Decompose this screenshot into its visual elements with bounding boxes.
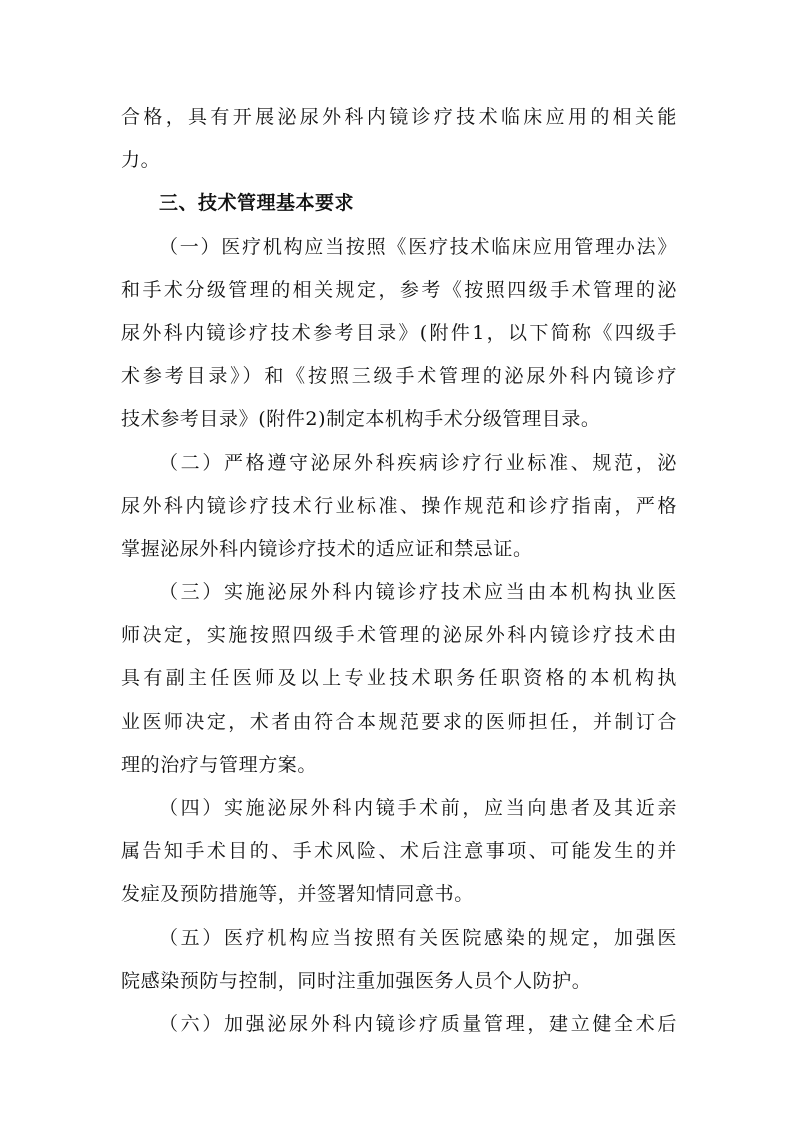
- paragraph-first-line: （一）医疗机构应当按照《医疗技术临床应用管理办法》: [159, 235, 677, 258]
- paragraph-line: 尿外科内镜诊疗技术行业标准、操作规范和诊疗指南，严格: [121, 494, 677, 517]
- paragraph-first-line: （四）实施泌尿外科内镜手术前，应当向患者及其近亲: [159, 797, 677, 819]
- paragraph-line: 术参考目录》）和《按照三级手术管理的泌尿外科内镜诊疗: [121, 365, 677, 388]
- paragraph-line: 师决定，实施按照四级手术管理的泌尿外科内镜诊疗技术由: [121, 624, 677, 647]
- paragraph-last-line: 发症及预防措施等，并签署知情同意书。: [121, 883, 474, 906]
- paragraph-last-line: 院感染预防与控制，同时注重加强医务人员个人防护。: [121, 969, 592, 992]
- paragraph-first-line: （二）严格遵守泌尿外科疾病诊疗行业标准、规范，泌: [159, 451, 677, 474]
- paragraph-line: 合格，具有开展泌尿外科内镜诊疗技术临床应用的相关能: [121, 106, 677, 128]
- paragraph-line: 具有副主任医师及以上专业技术职务任职资格的本机构执: [121, 667, 677, 690]
- document-body: [121, 96, 677, 1046]
- section-heading: 三、技术管理基本要求: [159, 192, 355, 215]
- paragraph-last-line: 技术参考目录》(附件2)制定本机构手术分级管理目录。: [121, 408, 601, 431]
- paragraph-first-line: （五）医疗机构应当按照有关医院感染的规定，加强医: [159, 926, 677, 949]
- paragraph-line: 和手术分级管理的相关规定，参考《按照四级手术管理的泌: [121, 278, 677, 301]
- paragraph-last-line: 掌握泌尿外科内镜诊疗技术的适应证和禁忌证。: [121, 537, 533, 560]
- paragraph-line: 业医师决定，术者由符合本规范要求的医师担任，并制订合: [121, 710, 677, 733]
- paragraph-first-line: （三）实施泌尿外科内镜诊疗技术应当由本机构执业医: [159, 581, 677, 604]
- paragraph-line: 属告知手术目的、手术风险、术后注意事项、可能发生的并: [121, 840, 677, 863]
- paragraph-first-line: （六）加强泌尿外科内镜诊疗质量管理，建立健全术后: [159, 1012, 677, 1035]
- paragraph-line: 尿外科内镜诊疗技术参考目录》(附件1，以下简称《四级手: [121, 321, 677, 344]
- paragraph-last-line: 力。: [121, 149, 161, 172]
- paragraph-last-line: 理的治疗与管理方案。: [121, 753, 318, 776]
